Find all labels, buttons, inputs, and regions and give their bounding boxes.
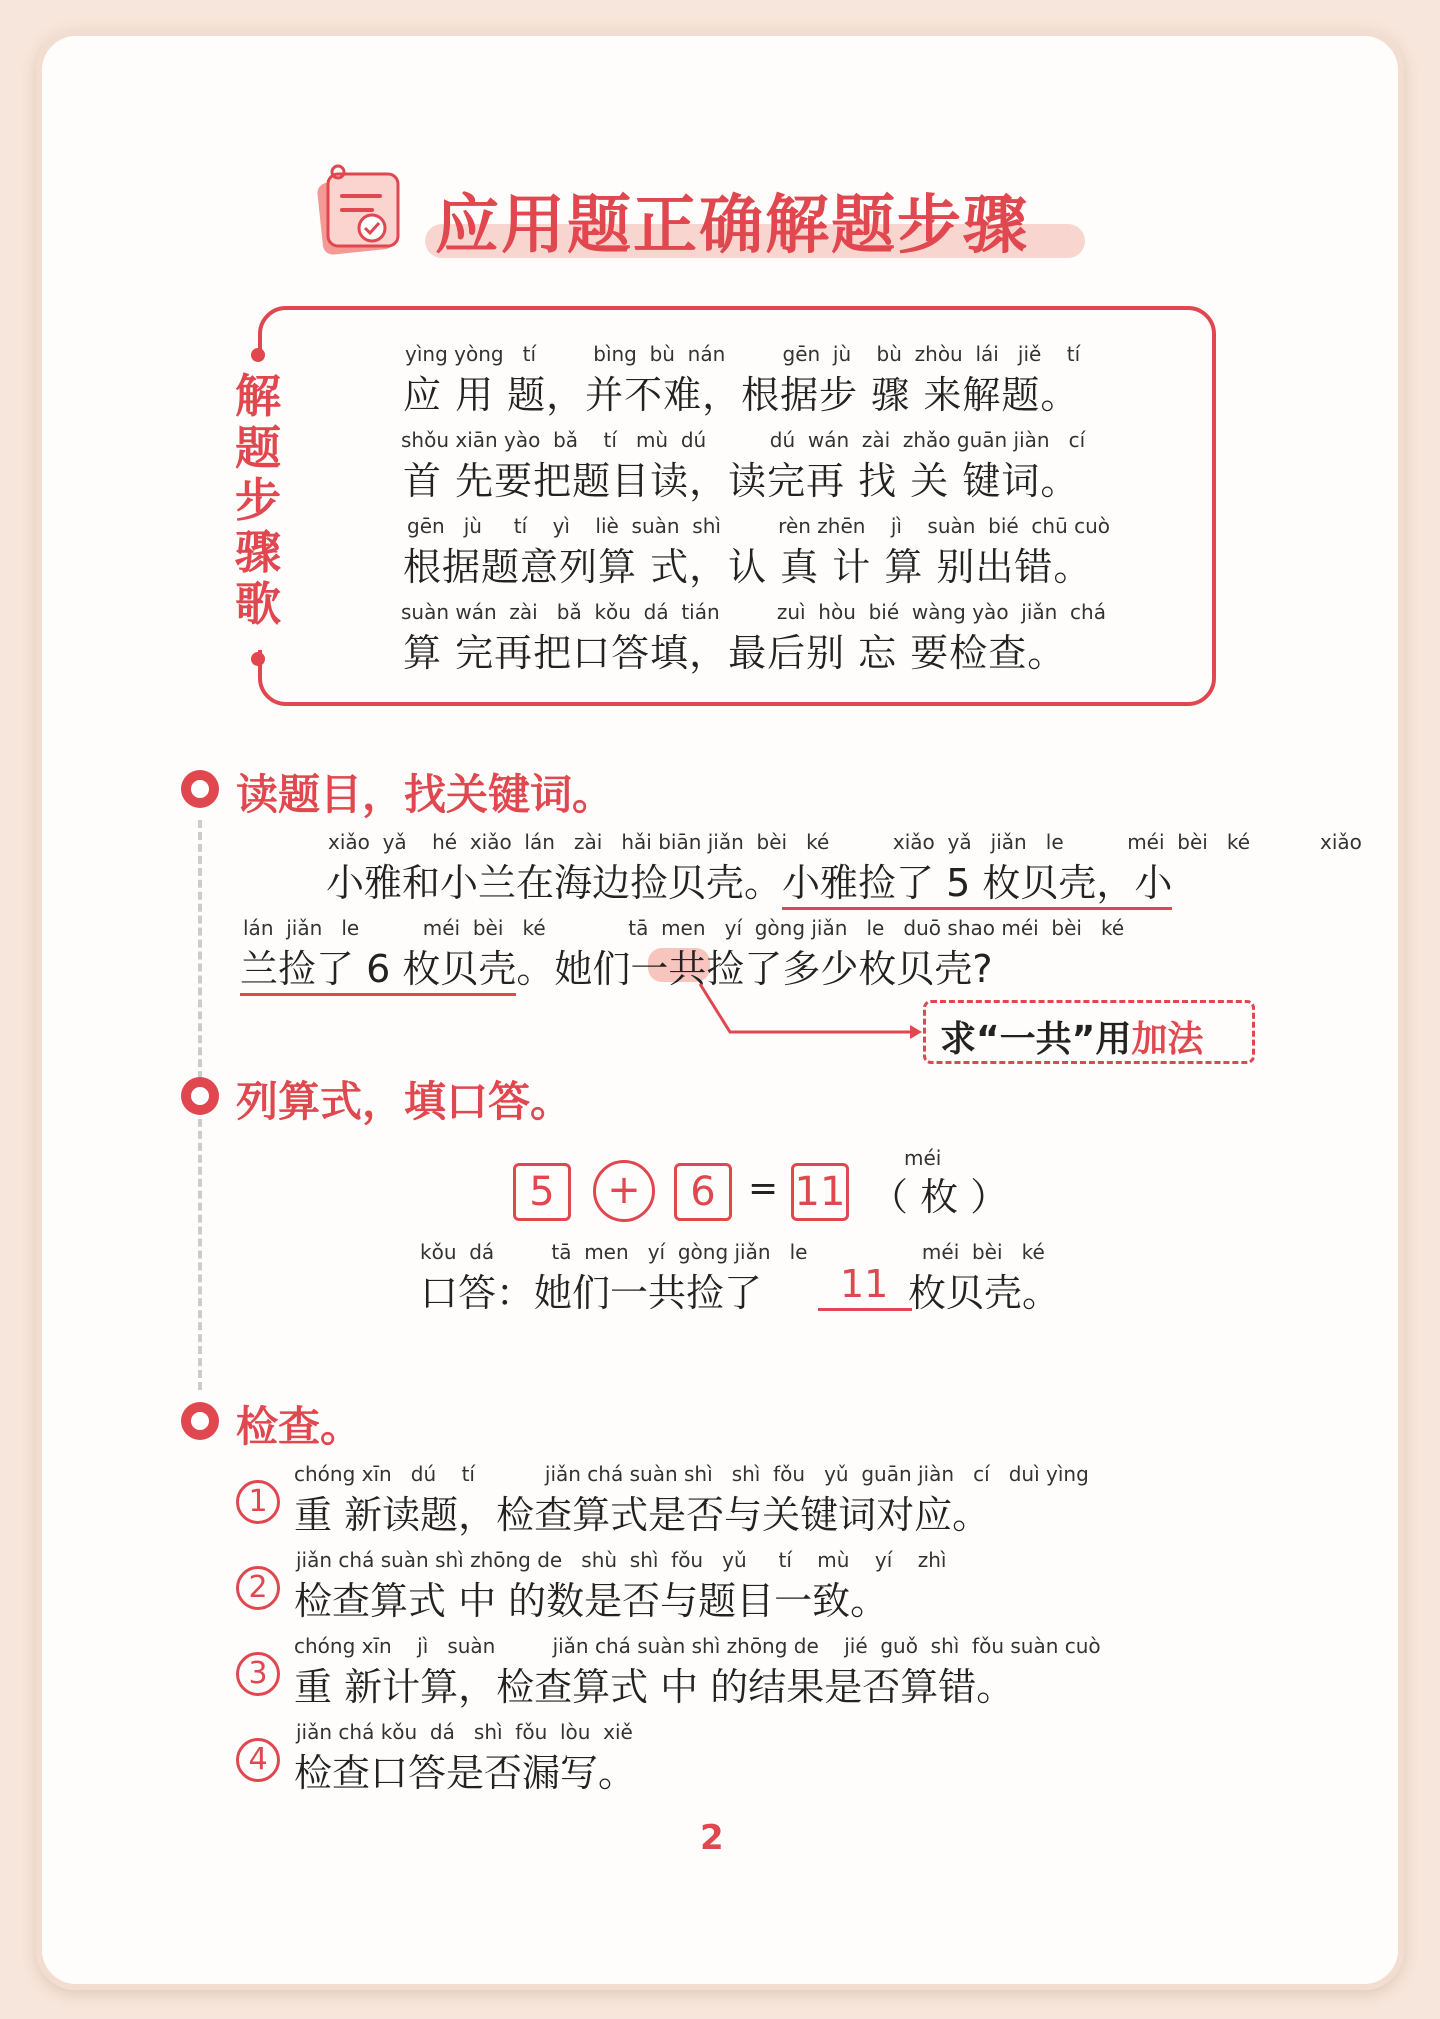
song-label <box>232 370 284 630</box>
song-text: 首 先要把题目读，读完再 找 关 键词。 <box>403 459 1080 503</box>
song-dot-top <box>251 348 265 362</box>
page-title: 应用题正确解题步骤 <box>435 189 1029 263</box>
title-block <box>310 162 1110 272</box>
section3-title: 检查。 <box>236 1402 363 1451</box>
page-number: 2 <box>700 1818 724 1858</box>
answer-pinyin: kǒu dá tā men yí gòng jiǎn le méi bèi ké <box>420 1240 1045 1264</box>
callout-arrow <box>690 980 930 1050</box>
step-dot-1 <box>181 770 219 808</box>
checklist-icon <box>310 162 410 262</box>
problem-text: 。她们 <box>516 947 631 991</box>
section2-title: 列算式，填口答。 <box>236 1077 573 1126</box>
check-text: 检查算式 中 的数是否与题目一致。 <box>294 1579 889 1623</box>
equation-result: 11 <box>791 1163 849 1221</box>
check-number: 4 <box>236 1738 280 1782</box>
section1-pinyin-1: xiǎo yǎ hé xiǎo lán zài hǎi biān jiǎn bèi ké xiǎo yǎ jiǎn le méi bèi ké xiǎo <box>328 830 1362 854</box>
section1-pinyin-2: lán jiǎn le méi bèi ké tā men yí gòng jiǎn le duō shao méi bèi ké <box>243 916 1125 940</box>
addition-callout <box>923 1000 1255 1064</box>
song-label-char: 骤 <box>235 525 281 579</box>
check-pinyin: chóng xīn dú tí jiǎn chá suàn shì shì fǒu yǔ guān jiàn cí duì yìng <box>294 1462 1089 1486</box>
problem-question: 捡了多少枚贝壳? <box>706 947 993 991</box>
song-text: 算 完再把口答填，最后别 忘 要检查。 <box>403 631 1067 675</box>
keyword-underline-1b: 小 <box>1134 861 1172 910</box>
keyword-underline-2: 兰捡了 6 枚贝壳 <box>240 947 516 996</box>
check-text: 重 新计算，检查算式 中 的结果是否算错。 <box>294 1665 1015 1709</box>
keyword-underline-1: 小雅捡了 5 枚贝壳， <box>782 861 1134 910</box>
answer-prefix: 口答：她们一共捡了 <box>420 1271 763 1315</box>
answer-blank <box>818 1308 912 1311</box>
callout-text: 求“一共”用 <box>940 1019 1132 1060</box>
song-text: 根据题意列算 式，认 真 计 算 别出错。 <box>403 545 1093 589</box>
check-pinyin: chóng xīn jì suàn jiǎn chá suàn shì zhōng de jié guǒ shì fǒu suàn cuò <box>294 1634 1101 1658</box>
check-number: 2 <box>236 1566 280 1610</box>
check-text: 检查口答是否漏写。 <box>294 1751 637 1795</box>
check-pinyin: jiǎn chá kǒu dá shì fǒu lòu xiě <box>296 1720 633 1744</box>
check-number: 1 <box>236 1480 280 1524</box>
song-label-char: 题 <box>235 421 281 475</box>
section1-title: 读题目，找关键词。 <box>236 770 615 819</box>
song-label-char: 歌 <box>235 577 281 631</box>
keyword-yigong: 一共 <box>630 947 707 991</box>
step-dot-2 <box>181 1077 219 1115</box>
unit-text: （ 枚 ） <box>870 1175 1009 1219</box>
song-pinyin: gēn jù tí yì liè suàn shì rèn zhēn jì suàn bié chū cuò <box>407 514 1111 538</box>
answer-suffix: 枚贝壳。 <box>908 1271 1061 1315</box>
song-pinyin: yìng yòng tí bìng bù nán gēn jù bù zhòu lái jiě tí <box>405 342 1081 366</box>
callout-keyword: 加法 <box>1131 1019 1204 1060</box>
song-text: 应 用 题，并不难，根据步 骤 来解题。 <box>403 373 1080 417</box>
equals-sign: = <box>748 1168 779 1209</box>
song-pinyin: suàn wán zài bǎ kǒu dá tián zuì hòu bié wàng yào jiǎn chá <box>401 600 1106 624</box>
song-label-char: 解 <box>235 369 281 423</box>
check-number: 3 <box>236 1652 280 1696</box>
section1-line-1 <box>326 852 1172 907</box>
plus-operator: + <box>593 1160 655 1222</box>
equation-addend-1: 5 <box>513 1163 571 1221</box>
song-dot-bottom <box>251 652 265 666</box>
answer-value: 11 <box>840 1262 889 1306</box>
step-dot-3 <box>181 1402 219 1440</box>
equation-addend-2: 6 <box>674 1163 732 1221</box>
unit-pinyin: méi <box>904 1146 942 1170</box>
song-label-char: 步 <box>235 473 281 527</box>
problem-sentence: 小雅和小兰在海边捡贝壳。 <box>326 861 783 905</box>
check-text: 重 新读题，检查算式是否与关键词对应。 <box>294 1493 991 1537</box>
song-pinyin: shǒu xiān yào bǎ tí mù dú dú wán zài zhǎo guān jiàn cí <box>401 428 1086 452</box>
check-pinyin: jiǎn chá suàn shì zhōng de shù shì fǒu yǔ tí mù yí zhì <box>296 1548 947 1572</box>
